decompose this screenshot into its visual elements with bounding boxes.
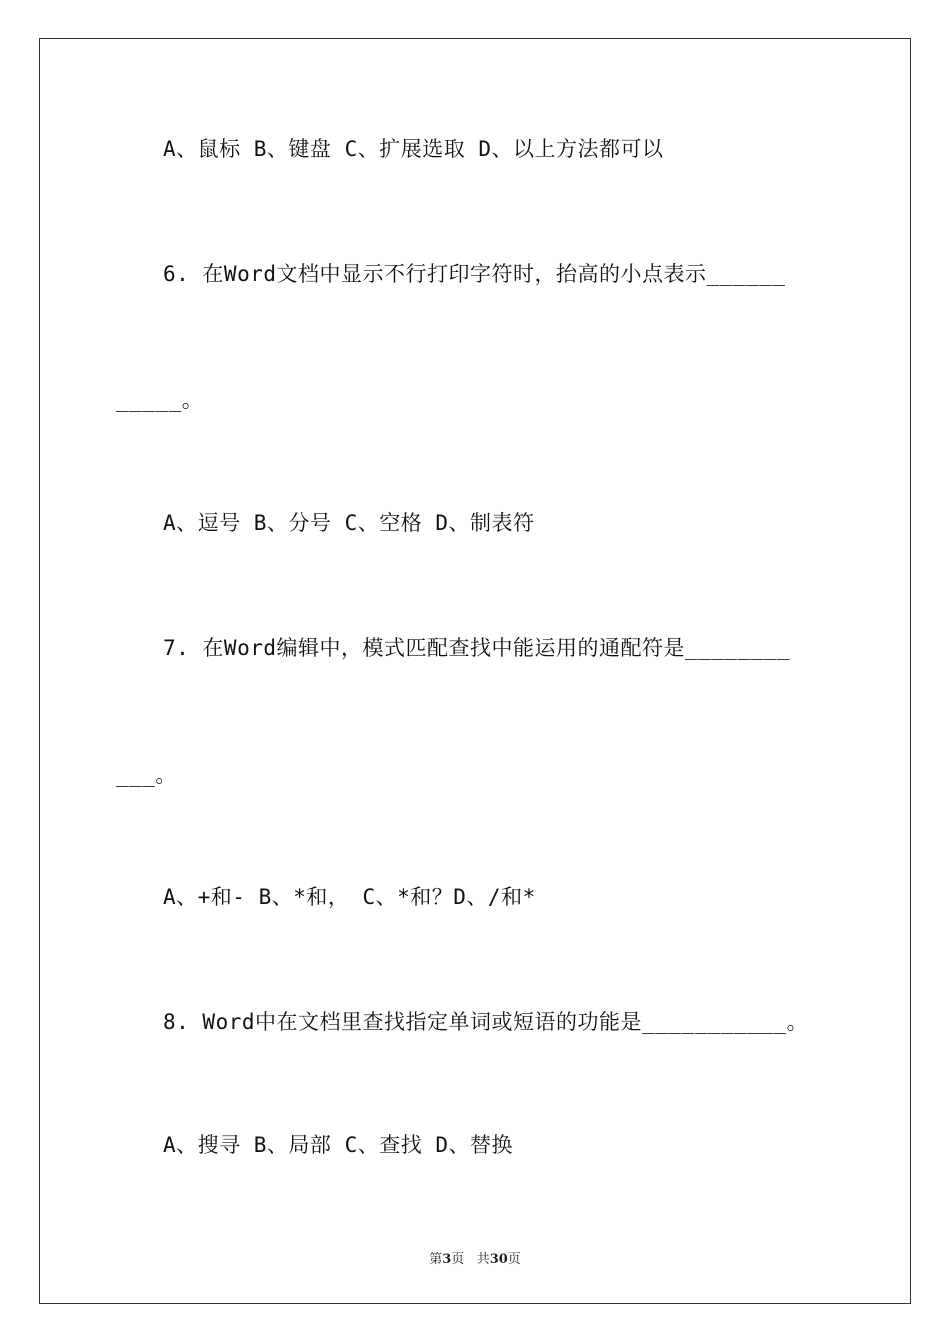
option-line-q6: A、逗号 B、分号 C、空格 D、制表符 (163, 511, 535, 535)
question-7-continuation: ___。 (116, 763, 177, 787)
footer-total-suffix: 页 (507, 1252, 521, 1267)
page-footer (0, 1248, 950, 1267)
footer-page-number: 3 (442, 1252, 452, 1267)
question-7: 7. 在Word编辑中，模式匹配查找中能运用的通配符是________ (163, 636, 791, 660)
footer-total-prefix: 共 (476, 1252, 490, 1267)
option-line-q5: A、鼠标 B、键盘 C、扩展选取 D、以上方法都可以 (163, 137, 664, 161)
footer-page-suffix: 页 (451, 1252, 465, 1267)
footer-total-pages: 30 (489, 1252, 508, 1267)
option-line-q8: A、搜寻 B、局部 C、查找 D、替换 (163, 1133, 514, 1157)
footer-prefix: 第 (429, 1252, 443, 1267)
question-6-continuation: _____。 (116, 388, 204, 412)
question-8: 8. Word中在文档里查找指定单词或短语的功能是___________。 (163, 1010, 809, 1034)
question-6: 6. 在Word文档中显示不行打印字符时，抬高的小点表示______ (163, 262, 786, 286)
page-frame (39, 38, 911, 1304)
option-line-q7: A、+和- B、*和， C、*和？D、/和* (163, 885, 536, 909)
